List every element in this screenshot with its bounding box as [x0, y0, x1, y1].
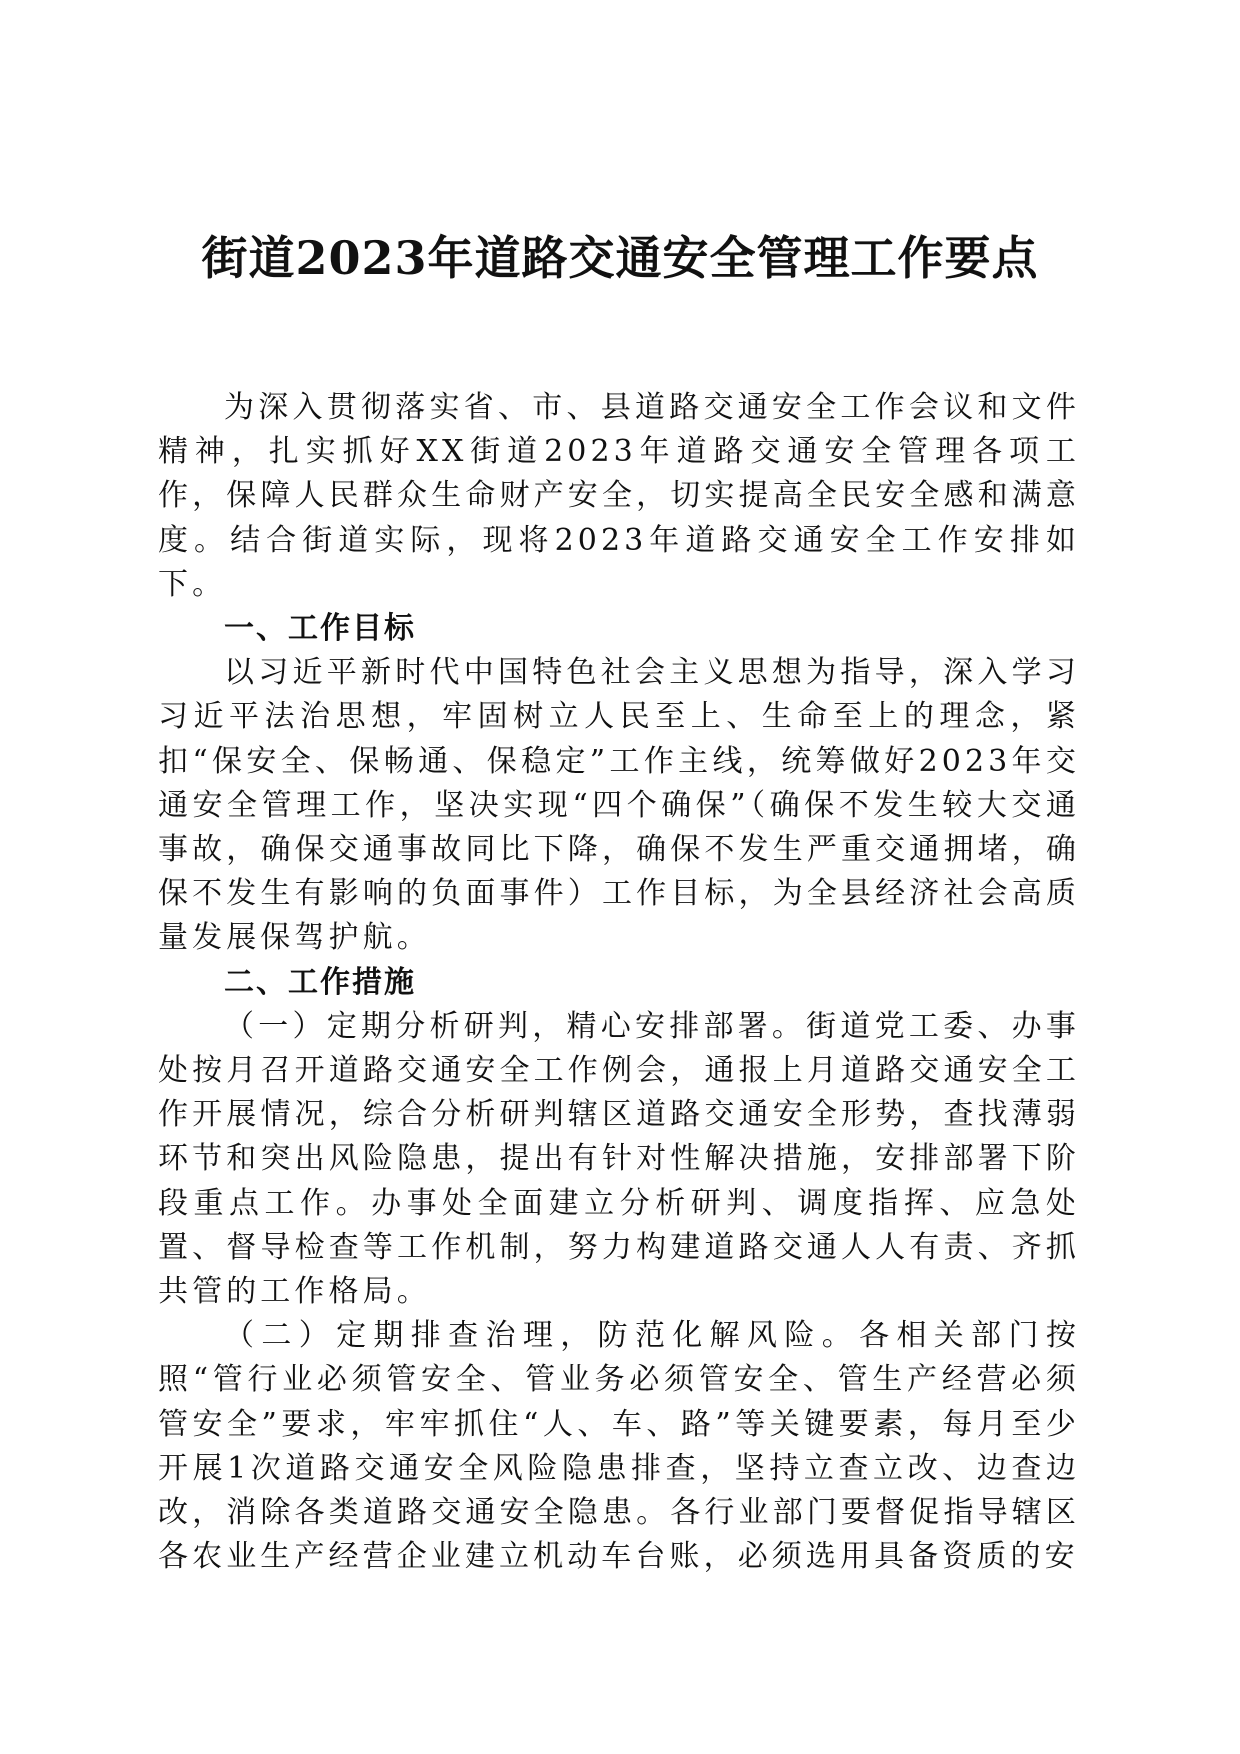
intro-paragraph: 为深入贯彻落实省、市、县道路交通安全工作会议和文件精神，扎实抓好XX街道2023年道路交通安全管理各项工作，保障人民群众生命财产安全，切实提高全民安全感和满意度。结合街道实际，现将2023年道路交通安全工作安排如下。 — [158, 390, 1080, 602]
measure-item-2: （二）定期排查治理，防范化解风险。各相关部门按照“管行业必须管安全、管业务必须管安全、管生产经营必须管安全”要求，牢牢抓住“人、车、路”等关键要素，每月至少开展1次道路交通安全风险隐患排查，坚持立查立改、边查边改，消除各类道路交通安全隐患。各行业部门要督促指导辖区各农业生产经营企业建立机动车台账，必须选用具备资质的安 — [158, 1318, 1080, 1575]
document-title: 街道2023年道路交通安全管理工作要点 — [201, 231, 1039, 285]
goals-paragraph: 以习近平新时代中国特色社会主义思想为指导，深入学习习近平法治思想，牢固树立人民至上、生命至上的理念，紧扣“保安全、保畅通、保稳定”工作主线，统筹做好2023年交通安全管理工作，坚决实现“四个确保”（确保不发生较大交通事故，确保交通事故同比下降，确保不发生严重交通拥堵，确保不发生有影响的负面事件）工作目标，为全县经济社会高质量发展保驾护航。 — [158, 655, 1080, 956]
section-heading-measures: 二、工作措施 — [224, 964, 416, 1000]
document-body — [158, 386, 1080, 1579]
section-heading-goals: 一、工作目标 — [224, 611, 416, 647]
measure-item-1: （一）定期分析研判，精心安排部署。街道党工委、办事处按月召开道路交通安全工作例会，通报上月道路交通安全工作开展情况，综合分析研判辖区道路交通安全形势，查找薄弱环节和突出风险隐患，提出有针对性解决措施，安排部署下阶段重点工作。办事处全面建立分析研判、调度指挥、应急处置、督导检查等工作机制，努力构建道路交通人人有责、齐抓共管的工作格局。 — [158, 1008, 1080, 1310]
